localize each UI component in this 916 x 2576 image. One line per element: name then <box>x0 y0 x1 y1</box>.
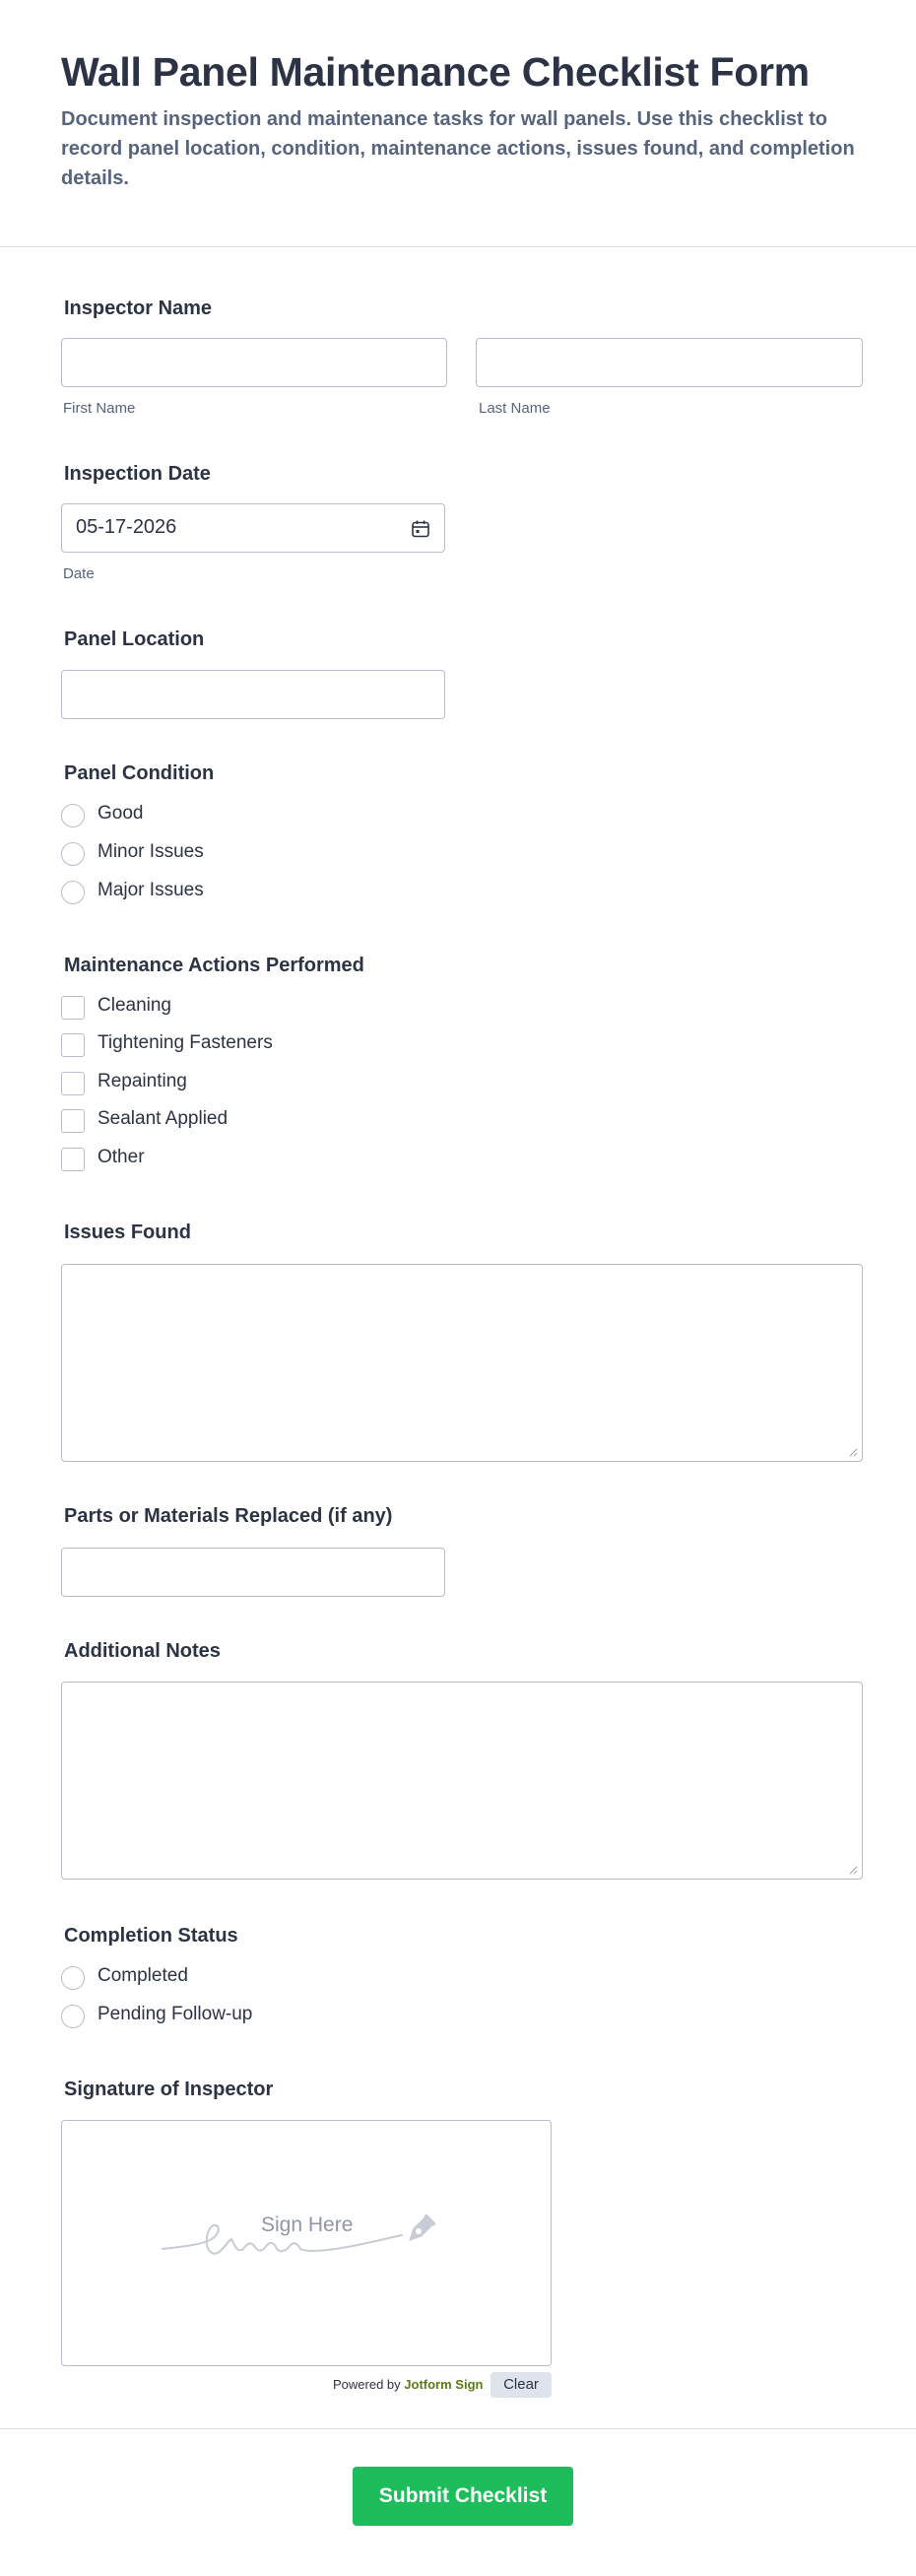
additional-notes-textarea[interactable] <box>61 1682 863 1880</box>
clear-signature-button[interactable]: Clear <box>491 2372 552 2398</box>
radio-button[interactable] <box>61 1966 85 1990</box>
radio-button[interactable] <box>61 804 85 827</box>
inspector-name-label: Inspector Name <box>64 297 213 319</box>
signature-pad[interactable] <box>61 2120 552 2366</box>
first-name-input[interactable] <box>61 338 447 387</box>
panel-location-label: Panel Location <box>64 628 205 650</box>
form-description: Document inspection and maintenance tasks for wall panels. Use this checklist to record panel location, condition, maintenance actions, issues found, and completion details. <box>61 108 855 189</box>
checkbox[interactable] <box>61 1072 85 1095</box>
pen-nib-icon <box>399 2212 438 2251</box>
inspection-date-value: 05-17-2026 <box>76 516 177 538</box>
submit-button[interactable]: Submit Checklist <box>353 2467 573 2526</box>
last-name-input[interactable] <box>476 338 863 387</box>
parts-replaced-input[interactable] <box>61 1548 445 1597</box>
form-footer <box>0 2428 916 2576</box>
jotform-sign-brand[interactable]: Jotform Sign <box>404 2377 484 2392</box>
signature-placeholder: Sign Here <box>261 2213 354 2236</box>
resize-handle-icon[interactable] <box>848 1447 858 1457</box>
calendar-icon[interactable] <box>411 519 430 539</box>
radio-button[interactable] <box>61 881 85 904</box>
checkbox[interactable] <box>61 996 85 1020</box>
additional-notes-label: Additional Notes <box>64 1640 221 1662</box>
powered-by-text: Powered by Jotform Sign <box>333 2377 484 2392</box>
panel-condition-label: Panel Condition <box>64 762 215 784</box>
panel-location-input[interactable] <box>61 670 445 719</box>
last-name-sublabel: Last Name <box>479 400 551 417</box>
first-name-sublabel: First Name <box>63 400 136 417</box>
resize-handle-icon[interactable] <box>848 1865 858 1875</box>
checkbox[interactable] <box>61 1109 85 1133</box>
form-title: Wall Panel Maintenance Checklist Form <box>61 49 810 95</box>
inspection-date-label: Inspection Date <box>64 463 211 485</box>
inspection-date-input[interactable] <box>61 503 445 553</box>
completion-status-label: Completion Status <box>64 1925 238 1947</box>
checkbox[interactable] <box>61 1033 85 1057</box>
radio-button[interactable] <box>61 2005 85 2028</box>
inspection-date-sublabel: Date <box>63 565 95 582</box>
maintenance-actions-label: Maintenance Actions Performed <box>64 955 364 976</box>
issues-found-label: Issues Found <box>64 1222 191 1243</box>
form-header <box>0 0 916 247</box>
signature-label: Signature of Inspector <box>64 2079 274 2100</box>
parts-replaced-label: Parts or Materials Replaced (if any) <box>64 1505 393 1527</box>
radio-button[interactable] <box>61 842 85 866</box>
checkbox[interactable] <box>61 1148 85 1171</box>
issues-found-textarea[interactable] <box>61 1264 863 1462</box>
